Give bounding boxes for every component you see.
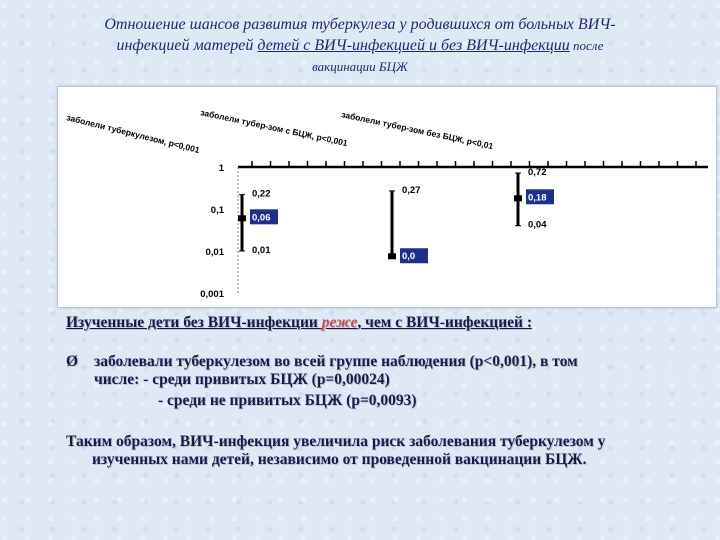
- y-tick-label: 0,1: [210, 205, 224, 216]
- ci-lower-label: 0,01: [252, 245, 271, 256]
- conclusion-line-2: изученных нами детей, независимо от проведенной вакцинации БЦЖ.: [92, 451, 587, 468]
- category-label: заболели тубер-зом с БЦЖ, p<0,001: [199, 107, 349, 149]
- odds-ratio-label: 0,06: [252, 212, 271, 224]
- category-label: заболели туберкулезом, p<0,001: [65, 112, 201, 156]
- conclusion-text: [66, 433, 706, 469]
- ci-upper-label: 0,72: [528, 166, 547, 178]
- title-underlined: детей с ВИЧ-инфекцией и без ВИЧ-инфекции: [257, 37, 570, 54]
- odds-ratio-label: 0,0: [402, 251, 416, 263]
- ci-upper-label: 0,22: [252, 188, 271, 200]
- category-label: заболели тубер-зом без БЦЖ, p<0,01: [340, 109, 495, 152]
- title-line-3: вакцинации БЦЖ: [312, 59, 408, 74]
- odds-ratio-chart: [58, 87, 716, 307]
- title-line-2-start: инфекцией матерей: [116, 37, 258, 54]
- ci-upper-label: 0,27: [402, 184, 421, 196]
- heading-start: Изученные дети без ВИЧ-инфекции: [66, 314, 322, 331]
- y-tick-label: 0,01: [205, 247, 224, 258]
- bullet-line-2: числе: - среди привитых БЦЖ (р=0,00024): [94, 371, 390, 388]
- y-tick-label: 1: [218, 163, 224, 174]
- title-line-2-end: после: [569, 38, 604, 53]
- title-line-2: [40, 35, 680, 56]
- odds-ratio-label: 0,18: [528, 192, 547, 204]
- ci-lower-label: 0,04: [528, 219, 547, 231]
- findings-heading: [66, 314, 532, 332]
- bullet-line-1: заболевали туберкулезом во всей группе наблюдения (р<0,001), в том: [94, 353, 578, 370]
- slide-title: [40, 14, 680, 77]
- heading-rare-word: реже: [321, 314, 358, 331]
- y-tick-label: 0,001: [200, 289, 224, 300]
- odds-ratio-marker: [388, 253, 396, 259]
- odds-ratio-marker: [238, 215, 246, 221]
- arrow-bullet-icon: Ø: [66, 353, 79, 370]
- heading-end: , чем с ВИЧ-инфекцией :: [357, 314, 533, 331]
- conclusion-line-1: Таким образом, ВИЧ-инфекция увеличила риск заболевания туберкулезом у: [66, 433, 606, 450]
- bullet-line-3: - среди не привитых БЦЖ (р=0,0093): [158, 392, 417, 409]
- title-line-1: Отношение шансов развития туберкулеза у родившихся от больных ВИЧ-: [104, 16, 616, 33]
- odds-ratio-marker: [514, 195, 522, 201]
- chart-panel: [57, 86, 717, 308]
